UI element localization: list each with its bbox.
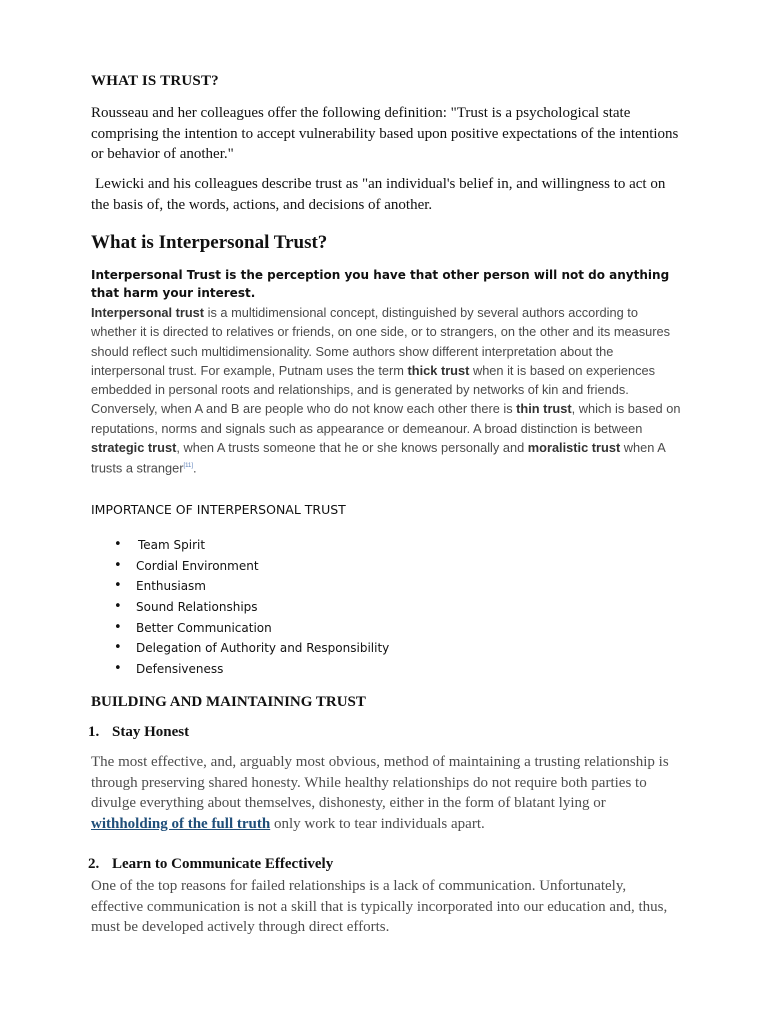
bullet-icon: •	[114, 537, 122, 552]
subheading-label: Learn to Communicate Effectively	[112, 856, 334, 872]
heading-interpersonal-trust: What is Interpersonal Trust?	[91, 232, 328, 253]
body-text: when A trusts a stranger	[91, 440, 666, 476]
body-text: when it is based on experiences embedded in personal roots and relationships, and is generated by networks of kin and friends. Conversely, when A and B are people who do not know each other there is	[91, 362, 656, 417]
term-moralistic-trust: moralistic trust	[527, 440, 621, 456]
term-strategic-trust: strategic trust	[91, 440, 177, 456]
list-item-label: Better Communication	[136, 620, 272, 635]
bullet-icon: •	[114, 557, 122, 573]
list-number: 1.	[88, 724, 100, 740]
body-text: .	[193, 460, 197, 476]
list-item-label: Defensiveness	[136, 662, 224, 677]
term-thin-trust: thin trust	[516, 401, 572, 417]
withholding-truth-link[interactable]: withholding of the full truth	[91, 816, 271, 833]
interpersonal-trust-definition: Interpersonal Trust is the perception you have that other person will not do anything that harm your interest.	[91, 268, 670, 300]
bullet-icon: •	[114, 599, 122, 615]
body-text: is a multidimensional concept, distinguished by several authors according to whether it is directed to relatives or friends, on one side, or to strangers, on the other and its measures should reflect such multidimensionality. Some authors show different interpretation about the interpersonal trust. For example, Putnam uses the term	[91, 305, 671, 378]
reference-link[interactable]: [11]	[183, 463, 194, 470]
heading-what-is-trust: WHAT IS TRUST?	[91, 73, 219, 89]
heading-building-trust: BUILDING AND MAINTAINING TRUST	[91, 694, 366, 710]
subheading-label: Stay Honest	[112, 724, 190, 740]
communicate-paragraph: One of the top reasons for failed relationships is a lack of communication. Unfortunately, effective communication is not a skill that is typically incorporated into our education and, thus, must be developed actively through direct efforts.	[91, 878, 668, 936]
list-item-label: Sound Relationships	[136, 600, 258, 615]
body-text: , which is based on reputations, norms and signals such as appearance or demeanour. A broad distinction is between	[91, 401, 681, 436]
list-number: 2.	[88, 856, 100, 872]
list-item-label: Enthusiasm	[136, 579, 206, 594]
body-text: The most effective, and, arguably most obvious, method of maintaining a trusting relationship is through preserving shared honesty. While healthy relationships do not require both parties to divulge everything about themselves, dishonesty, either in the form of blatant lying or	[91, 754, 669, 812]
term-thick-trust: thick trust	[407, 362, 470, 378]
lewicki-definition-paragraph: Lewicki and his colleagues describe trust as "an individual's belief in, and willingness to act on the basis of, the words, actions, and decisions of another.	[91, 176, 666, 213]
stay-honest-paragraph	[91, 752, 681, 835]
list-item	[91, 535, 389, 556]
term-interpersonal-trust: Interpersonal trust	[91, 305, 205, 320]
bullet-icon: •	[114, 578, 122, 594]
bullet-icon: •	[114, 640, 122, 656]
subheading-stay-honest	[88, 724, 189, 741]
bullet-icon: •	[114, 619, 122, 635]
importance-list	[91, 535, 389, 680]
heading-importance: IMPORTANCE OF INTERPERSONAL TRUST	[91, 502, 346, 517]
list-item	[91, 659, 389, 680]
list-item	[91, 597, 389, 618]
body-text: , when A trusts someone that he or she knows personally and	[176, 440, 528, 456]
list-item	[91, 556, 389, 577]
interpersonal-trust-body	[91, 303, 681, 478]
body-text: only work to tear individuals apart.	[270, 816, 485, 833]
list-item	[91, 576, 389, 597]
list-item	[91, 638, 389, 659]
subheading-communicate	[88, 856, 333, 873]
rousseau-definition-paragraph: Rousseau and her colleagues offer the following definition: "Trust is a psychological state comprising the intention to accept vulnerability based upon positive expectations of the intentions or behavior of another."	[91, 105, 679, 162]
list-item-label: Team Spirit	[138, 538, 206, 552]
list-item-label: Delegation of Authority and Responsibility	[136, 641, 390, 656]
list-item	[91, 618, 389, 639]
bullet-icon: •	[114, 661, 122, 677]
list-item-label: Cordial Environment	[136, 558, 259, 573]
